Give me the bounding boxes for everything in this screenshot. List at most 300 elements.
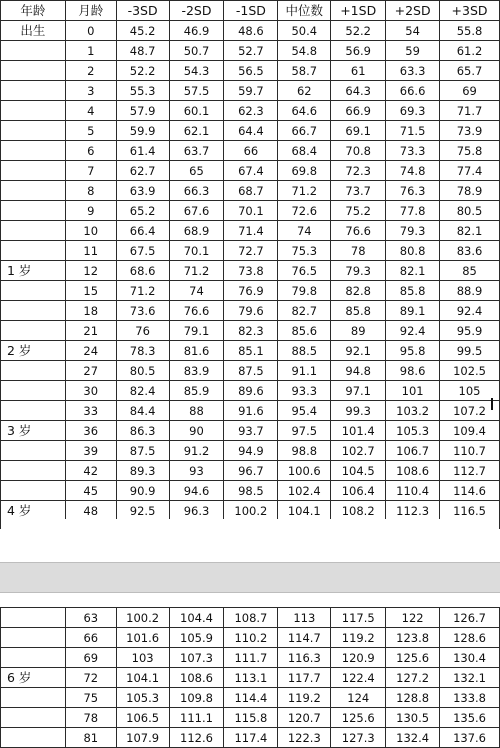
value-cell: 111.1 (169, 708, 224, 728)
table-row (1, 321, 500, 341)
value-cell: 108.2 (331, 501, 386, 521)
value-cell: 74 (169, 281, 224, 301)
table-row (1, 81, 500, 101)
month-cell: 33 (65, 401, 116, 421)
month-cell: 12 (65, 261, 116, 281)
value-cell: 116.5 (440, 501, 500, 521)
age-cell (1, 281, 66, 301)
value-cell: 45.2 (116, 21, 169, 41)
value-cell: 63.7 (169, 141, 224, 161)
value-cell: 130.5 (386, 708, 440, 728)
value-cell: 68.7 (224, 181, 278, 201)
value-cell: 83.6 (440, 241, 500, 261)
value-cell: 100.2 (116, 608, 169, 628)
age-cell: 4 岁 (1, 501, 66, 521)
month-cell: 0 (65, 21, 116, 41)
value-cell: 122.3 (278, 728, 331, 748)
value-cell: 135.6 (440, 708, 500, 728)
value-cell: 57.5 (169, 81, 224, 101)
value-cell: 70.8 (331, 141, 386, 161)
value-cell: 117.7 (278, 668, 331, 688)
value-cell: 119.2 (278, 688, 331, 708)
value-cell: 82.4 (116, 381, 169, 401)
value-cell: 73.6 (116, 301, 169, 321)
value-cell: 110.7 (440, 441, 500, 461)
table-row (1, 688, 500, 708)
table-border-stub (0, 519, 1, 529)
value-cell: 106.4 (331, 481, 386, 501)
value-cell: 66 (224, 141, 278, 161)
value-cell: 76.6 (331, 221, 386, 241)
month-cell: 18 (65, 301, 116, 321)
value-cell: 76.3 (386, 181, 440, 201)
value-cell: 85.8 (386, 281, 440, 301)
value-cell: 77.4 (440, 161, 500, 181)
value-cell: 71.2 (116, 281, 169, 301)
value-cell: 54.3 (169, 61, 224, 81)
month-cell: 7 (65, 161, 116, 181)
value-cell: 68.6 (116, 261, 169, 281)
value-cell: 71.2 (169, 261, 224, 281)
header-median: 中位数 (278, 1, 331, 21)
value-cell: 78 (331, 241, 386, 261)
value-cell: 104.4 (169, 608, 224, 628)
table-row (1, 441, 500, 461)
age-cell (1, 241, 66, 261)
value-cell: 71.5 (386, 121, 440, 141)
value-cell: 102.5 (440, 361, 500, 381)
value-cell: 108.6 (169, 668, 224, 688)
value-cell: 88.9 (440, 281, 500, 301)
month-cell: 4 (65, 101, 116, 121)
value-cell: 119.2 (331, 628, 386, 648)
value-cell: 90 (169, 421, 224, 441)
value-cell: 120.9 (331, 648, 386, 668)
value-cell: 123.8 (386, 628, 440, 648)
value-cell: 61 (331, 61, 386, 81)
value-cell: 137.6 (440, 728, 500, 748)
value-cell: 72.7 (224, 241, 278, 261)
month-cell: 69 (65, 648, 116, 668)
header-plus3sd: +3SD (440, 1, 500, 21)
table-row (1, 61, 500, 81)
table-row (1, 481, 500, 501)
age-cell (1, 628, 66, 648)
value-cell: 52.2 (116, 61, 169, 81)
page-gap-edge (0, 562, 500, 563)
age-cell (1, 361, 66, 381)
value-cell: 66.7 (278, 121, 331, 141)
age-cell (1, 688, 66, 708)
age-cell (1, 201, 66, 221)
month-cell: 15 (65, 281, 116, 301)
value-cell: 92.1 (331, 341, 386, 361)
page-gap-edge (0, 592, 500, 593)
value-cell: 82.8 (331, 281, 386, 301)
value-cell: 73.8 (224, 261, 278, 281)
value-cell: 107.2 (440, 401, 500, 421)
value-cell: 71.2 (278, 181, 331, 201)
table-row (1, 728, 500, 748)
value-cell: 70.1 (169, 241, 224, 261)
value-cell: 73.3 (386, 141, 440, 161)
value-cell: 95.4 (278, 401, 331, 421)
value-cell: 114.6 (440, 481, 500, 501)
value-cell: 86.3 (116, 421, 169, 441)
value-cell: 76.9 (224, 281, 278, 301)
value-cell: 93 (169, 461, 224, 481)
age-cell (1, 381, 66, 401)
table-row (1, 21, 500, 41)
value-cell: 107.3 (169, 648, 224, 668)
age-cell (1, 81, 66, 101)
month-cell: 21 (65, 321, 116, 341)
header-plus1sd: +1SD (331, 1, 386, 21)
value-cell: 113 (278, 608, 331, 628)
age-cell: 2 岁 (1, 341, 66, 361)
value-cell: 122.4 (331, 668, 386, 688)
value-cell: 133.8 (440, 688, 500, 708)
value-cell: 102.7 (331, 441, 386, 461)
value-cell: 46.9 (169, 21, 224, 41)
month-cell: 39 (65, 441, 116, 461)
value-cell: 54 (386, 21, 440, 41)
month-cell: 72 (65, 668, 116, 688)
month-cell: 78 (65, 708, 116, 728)
value-cell: 92.5 (116, 501, 169, 521)
month-cell: 27 (65, 361, 116, 381)
age-cell (1, 181, 66, 201)
month-cell: 8 (65, 181, 116, 201)
value-cell: 114.7 (278, 628, 331, 648)
age-cell (1, 221, 66, 241)
value-cell: 65.2 (116, 201, 169, 221)
value-cell: 78.9 (440, 181, 500, 201)
value-cell: 60.1 (169, 101, 224, 121)
value-cell: 101.6 (116, 628, 169, 648)
value-cell: 125.6 (331, 708, 386, 728)
value-cell: 62 (278, 81, 331, 101)
value-cell: 89.3 (116, 461, 169, 481)
value-cell: 69.3 (386, 101, 440, 121)
value-cell: 105.9 (169, 628, 224, 648)
value-cell: 73.9 (440, 121, 500, 141)
value-cell: 79.3 (331, 261, 386, 281)
value-cell: 68.4 (278, 141, 331, 161)
page-gap-band (0, 562, 500, 593)
value-cell: 95.8 (386, 341, 440, 361)
value-cell: 94.6 (169, 481, 224, 501)
value-cell: 122 (386, 608, 440, 628)
value-cell: 71.7 (440, 101, 500, 121)
table-row (1, 668, 500, 688)
value-cell: 96.7 (224, 461, 278, 481)
value-cell: 66.9 (331, 101, 386, 121)
header-minus1sd: -1SD (224, 1, 278, 21)
value-cell: 101 (386, 381, 440, 401)
value-cell: 50.4 (278, 21, 331, 41)
value-cell: 69.1 (331, 121, 386, 141)
age-cell (1, 461, 66, 481)
month-cell: 36 (65, 421, 116, 441)
table-row (1, 628, 500, 648)
table-row (1, 101, 500, 121)
value-cell: 115.8 (224, 708, 278, 728)
month-cell: 10 (65, 221, 116, 241)
value-cell: 63.9 (116, 181, 169, 201)
month-cell: 42 (65, 461, 116, 481)
value-cell: 82.1 (440, 221, 500, 241)
table-row (1, 608, 500, 628)
table-row (1, 501, 500, 521)
value-cell: 126.7 (440, 608, 500, 628)
value-cell: 75.3 (278, 241, 331, 261)
month-cell: 30 (65, 381, 116, 401)
value-cell: 98.8 (278, 441, 331, 461)
value-cell: 62.7 (116, 161, 169, 181)
value-cell: 100.2 (224, 501, 278, 521)
value-cell: 99.3 (331, 401, 386, 421)
value-cell: 132.4 (386, 728, 440, 748)
value-cell: 67.5 (116, 241, 169, 261)
value-cell: 110.2 (224, 628, 278, 648)
table-row (1, 301, 500, 321)
value-cell: 106.5 (116, 708, 169, 728)
month-cell: 3 (65, 81, 116, 101)
age-cell (1, 161, 66, 181)
value-cell: 62.1 (169, 121, 224, 141)
value-cell: 78.3 (116, 341, 169, 361)
table-row (1, 281, 500, 301)
value-cell: 132.1 (440, 668, 500, 688)
text-cursor (491, 398, 493, 410)
table-row (1, 381, 500, 401)
table-row (1, 261, 500, 281)
value-cell: 99.5 (440, 341, 500, 361)
age-cell (1, 608, 66, 628)
age-cell (1, 141, 66, 161)
value-cell: 103.2 (386, 401, 440, 421)
value-cell: 93.7 (224, 421, 278, 441)
value-cell: 64.6 (278, 101, 331, 121)
age-cell: 出生 (1, 21, 66, 41)
value-cell: 61.4 (116, 141, 169, 161)
value-cell: 92.4 (440, 301, 500, 321)
value-cell: 82.3 (224, 321, 278, 341)
value-cell: 48.7 (116, 41, 169, 61)
month-cell: 5 (65, 121, 116, 141)
month-cell: 48 (65, 501, 116, 521)
value-cell: 55.8 (440, 21, 500, 41)
value-cell: 105 (440, 381, 500, 401)
value-cell: 106.7 (386, 441, 440, 461)
value-cell: 128.6 (440, 628, 500, 648)
value-cell: 59.7 (224, 81, 278, 101)
value-cell: 85.1 (224, 341, 278, 361)
month-cell: 63 (65, 608, 116, 628)
value-cell: 71.4 (224, 221, 278, 241)
age-cell (1, 101, 66, 121)
value-cell: 112.7 (440, 461, 500, 481)
value-cell: 112.6 (169, 728, 224, 748)
height-table-page-2 (0, 607, 500, 748)
value-cell: 79.1 (169, 321, 224, 341)
value-cell: 97.1 (331, 381, 386, 401)
value-cell: 105.3 (386, 421, 440, 441)
value-cell: 96.3 (169, 501, 224, 521)
age-cell (1, 41, 66, 61)
age-cell (1, 301, 66, 321)
value-cell: 59 (386, 41, 440, 61)
header-row (1, 1, 500, 21)
value-cell: 67.4 (224, 161, 278, 181)
value-cell: 80.5 (440, 201, 500, 221)
value-cell: 84.4 (116, 401, 169, 421)
page-break (0, 519, 500, 607)
value-cell: 70.1 (224, 201, 278, 221)
value-cell: 76.5 (278, 261, 331, 281)
month-cell: 11 (65, 241, 116, 261)
month-cell: 1 (65, 41, 116, 61)
value-cell: 76.6 (169, 301, 224, 321)
age-cell (1, 481, 66, 501)
age-cell (1, 61, 66, 81)
value-cell: 56.9 (331, 41, 386, 61)
value-cell: 66.4 (116, 221, 169, 241)
month-cell: 75 (65, 688, 116, 708)
value-cell: 54.8 (278, 41, 331, 61)
table-row (1, 341, 500, 361)
value-cell: 117.4 (224, 728, 278, 748)
value-cell: 92.4 (386, 321, 440, 341)
table-row (1, 201, 500, 221)
age-cell (1, 401, 66, 421)
age-cell (1, 121, 66, 141)
value-cell: 108.7 (224, 608, 278, 628)
value-cell: 91.2 (169, 441, 224, 461)
value-cell: 74.8 (386, 161, 440, 181)
value-cell: 75.8 (440, 141, 500, 161)
age-cell (1, 728, 66, 748)
value-cell: 107.9 (116, 728, 169, 748)
value-cell: 114.4 (224, 688, 278, 708)
value-cell: 91.6 (224, 401, 278, 421)
value-cell: 98.5 (224, 481, 278, 501)
value-cell: 72.6 (278, 201, 331, 221)
value-cell: 80.8 (386, 241, 440, 261)
value-cell: 50.7 (169, 41, 224, 61)
value-cell: 104.1 (278, 501, 331, 521)
value-cell: 68.9 (169, 221, 224, 241)
value-cell: 80.5 (116, 361, 169, 381)
value-cell: 67.6 (169, 201, 224, 221)
value-cell: 127.3 (331, 728, 386, 748)
value-cell: 75.2 (331, 201, 386, 221)
table-row (1, 141, 500, 161)
value-cell: 90.9 (116, 481, 169, 501)
value-cell: 85.9 (169, 381, 224, 401)
table-row (1, 361, 500, 381)
value-cell: 79.3 (386, 221, 440, 241)
table-row (1, 241, 500, 261)
value-cell: 98.6 (386, 361, 440, 381)
table-row (1, 181, 500, 201)
table-row (1, 161, 500, 181)
table-row (1, 121, 500, 141)
value-cell: 130.4 (440, 648, 500, 668)
value-cell: 65.7 (440, 61, 500, 81)
age-cell: 1 岁 (1, 261, 66, 281)
value-cell: 105.3 (116, 688, 169, 708)
month-cell: 45 (65, 481, 116, 501)
value-cell: 89.1 (386, 301, 440, 321)
value-cell: 64.3 (331, 81, 386, 101)
value-cell: 61.2 (440, 41, 500, 61)
value-cell: 94.8 (331, 361, 386, 381)
value-cell: 79.8 (278, 281, 331, 301)
value-cell: 116.3 (278, 648, 331, 668)
value-cell: 127.2 (386, 668, 440, 688)
value-cell: 65 (169, 161, 224, 181)
table-row (1, 421, 500, 441)
value-cell: 89 (331, 321, 386, 341)
value-cell: 88 (169, 401, 224, 421)
value-cell: 103 (116, 648, 169, 668)
value-cell: 104.1 (116, 668, 169, 688)
month-cell: 24 (65, 341, 116, 361)
value-cell: 56.5 (224, 61, 278, 81)
value-cell: 101.4 (331, 421, 386, 441)
table-row (1, 708, 500, 728)
value-cell: 89.6 (224, 381, 278, 401)
value-cell: 72.3 (331, 161, 386, 181)
value-cell: 100.6 (278, 461, 331, 481)
value-cell: 63.3 (386, 61, 440, 81)
value-cell: 48.6 (224, 21, 278, 41)
value-cell: 79.6 (224, 301, 278, 321)
value-cell: 85.8 (331, 301, 386, 321)
value-cell: 52.2 (331, 21, 386, 41)
value-cell: 77.8 (386, 201, 440, 221)
value-cell: 91.1 (278, 361, 331, 381)
value-cell: 85.6 (278, 321, 331, 341)
table-row (1, 221, 500, 241)
age-cell (1, 441, 66, 461)
header-plus2sd: +2SD (386, 1, 440, 21)
age-cell (1, 708, 66, 728)
value-cell: 73.7 (331, 181, 386, 201)
value-cell: 120.7 (278, 708, 331, 728)
value-cell: 125.6 (386, 648, 440, 668)
table-row (1, 41, 500, 61)
value-cell: 87.5 (116, 441, 169, 461)
value-cell: 69.8 (278, 161, 331, 181)
value-cell: 110.4 (386, 481, 440, 501)
value-cell: 104.5 (331, 461, 386, 481)
value-cell: 76 (116, 321, 169, 341)
month-cell: 81 (65, 728, 116, 748)
value-cell: 55.3 (116, 81, 169, 101)
value-cell: 83.9 (169, 361, 224, 381)
month-cell: 2 (65, 61, 116, 81)
value-cell: 112.3 (386, 501, 440, 521)
value-cell: 94.9 (224, 441, 278, 461)
value-cell: 97.5 (278, 421, 331, 441)
value-cell: 66.6 (386, 81, 440, 101)
month-cell: 66 (65, 628, 116, 648)
value-cell: 74 (278, 221, 331, 241)
value-cell: 124 (331, 688, 386, 708)
